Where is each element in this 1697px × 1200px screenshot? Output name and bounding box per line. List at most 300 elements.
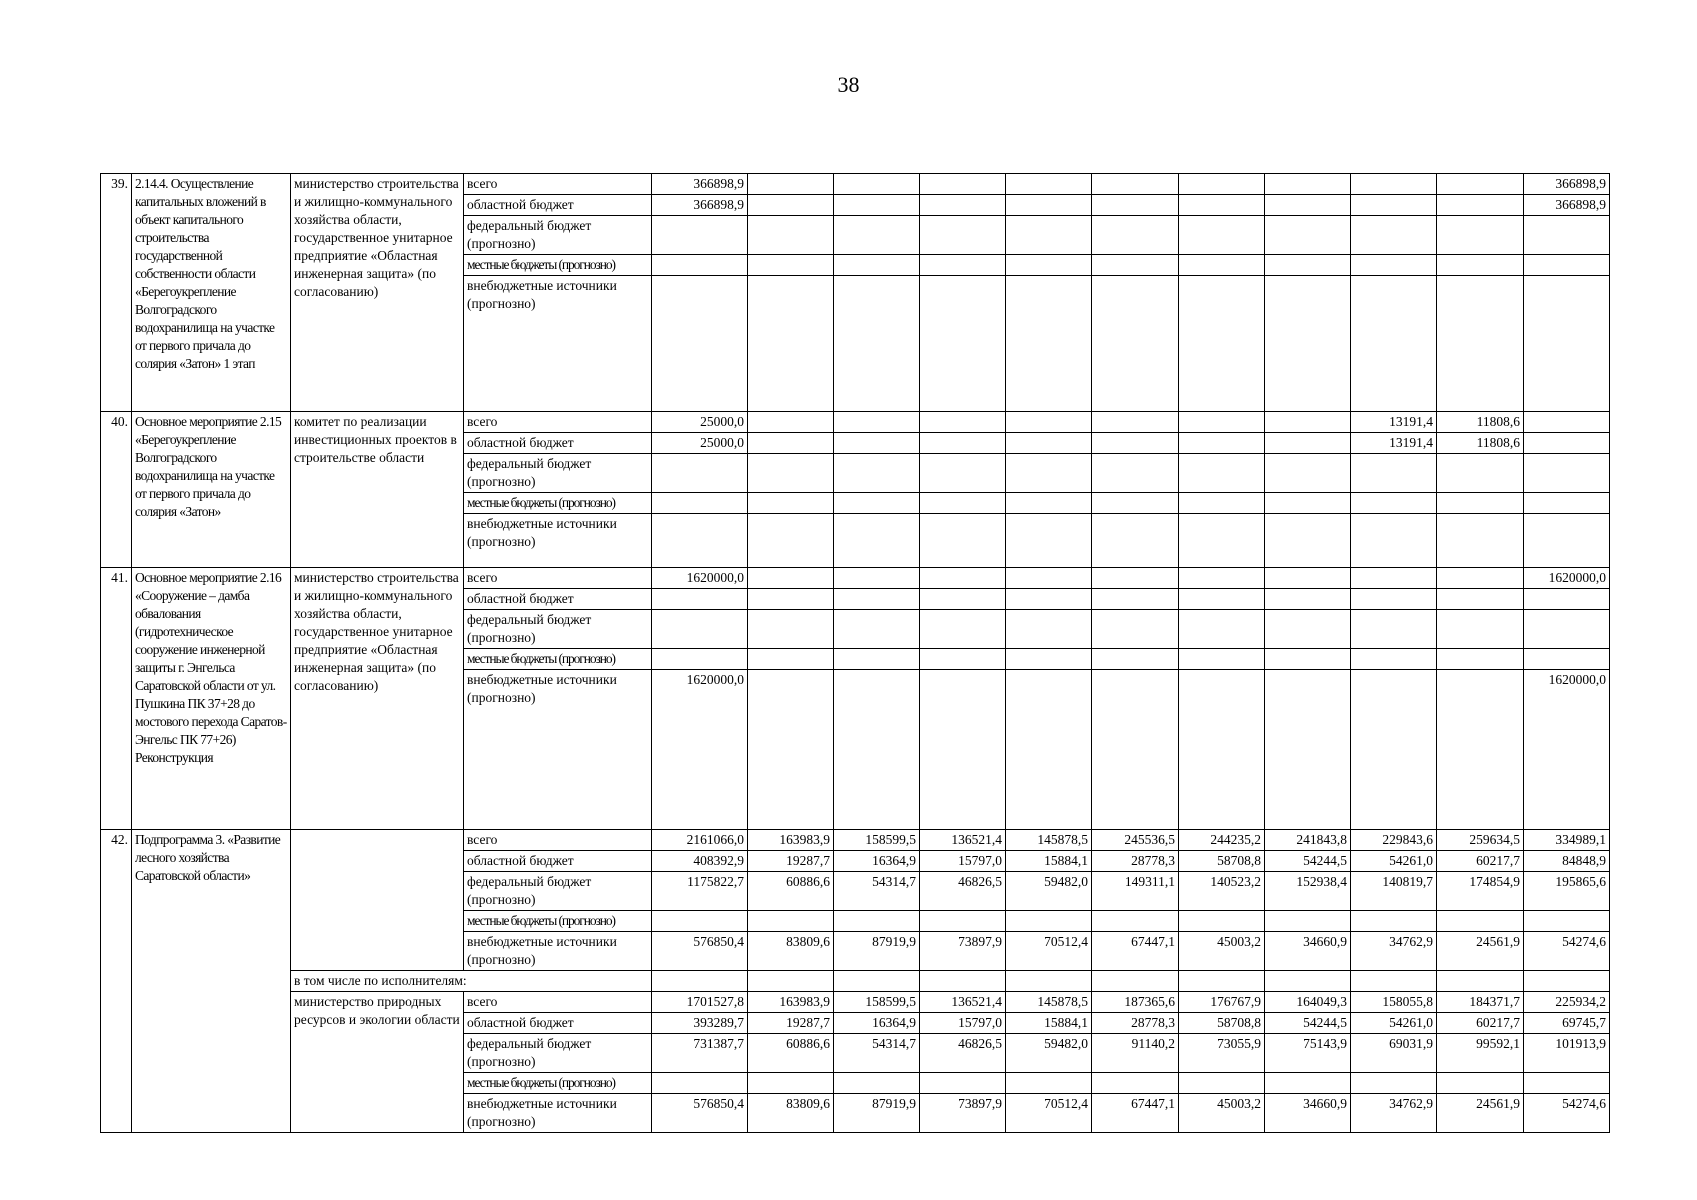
amount-cell: [748, 454, 834, 493]
executor: комитет по реализации инвестиционных проектов в строительстве области: [291, 412, 464, 568]
amount-cell: 34660,9: [1265, 1094, 1351, 1133]
amount-cell: [1524, 589, 1610, 610]
executor: [291, 830, 464, 971]
funding-source-federal: федеральный бюджет (прогнозно): [464, 872, 652, 911]
amount-cell: 184371,7: [1437, 992, 1524, 1013]
amount-cell: [652, 610, 748, 649]
amount-cell: 70512,4: [1006, 932, 1092, 971]
amount-cell: 87919,9: [834, 1094, 920, 1133]
amount-cell: [1351, 493, 1437, 514]
amount-cell: [1351, 610, 1437, 649]
amount-cell: [1006, 433, 1092, 454]
table-row: [101, 830, 1610, 851]
amount-cell: [1092, 276, 1179, 412]
amount-cell: [1524, 276, 1610, 412]
amount-cell: [1179, 589, 1265, 610]
amount-cell: 101913,9: [1524, 1034, 1610, 1073]
amount-cell: 60886,6: [748, 1034, 834, 1073]
table-row: [101, 971, 1610, 992]
amount-cell: [1092, 454, 1179, 493]
amount-cell: 158599,5: [834, 830, 920, 851]
amount-cell: 54244,5: [1265, 1013, 1351, 1034]
funding-source-federal: федеральный бюджет (прогнозно): [464, 1034, 652, 1073]
amount-cell: [1006, 174, 1092, 195]
amount-cell: [1006, 216, 1092, 255]
amount-cell: [920, 433, 1006, 454]
amount-cell: [1524, 493, 1610, 514]
amount-cell: 73897,9: [920, 932, 1006, 971]
amount-cell: [834, 216, 920, 255]
measure-name: Основное мероприятие 2.16 «Сооружение – дамба обвалования (гидротехническое сооружение инженерной защиты г. Энгельса Саратовской области от ул. Пушкина ПК 37+28 до мостового перехода Саратов-Энгельс ПК 77+26) Реконструкция: [132, 568, 291, 830]
empty-cell: [1265, 971, 1351, 992]
amount-cell: 54274,6: [1524, 1094, 1610, 1133]
amount-cell: [1524, 610, 1610, 649]
amount-cell: [834, 670, 920, 830]
funding-source-regional: областной бюджет: [464, 851, 652, 872]
amount-cell: 83809,6: [748, 932, 834, 971]
amount-cell: [1437, 454, 1524, 493]
amount-cell: [1179, 610, 1265, 649]
amount-cell: 136521,4: [920, 830, 1006, 851]
amount-cell: 366898,9: [652, 174, 748, 195]
amount-cell: [920, 195, 1006, 216]
amount-cell: 34762,9: [1351, 932, 1437, 971]
amount-cell: 34762,9: [1351, 1094, 1437, 1133]
amount-cell: 229843,6: [1351, 830, 1437, 851]
amount-cell: [1179, 568, 1265, 589]
measure-name: Основное мероприятие 2.15 «Берегоукрепление Волгоградского водохранилища на участке от первого причала до солярия «Затон»: [132, 412, 291, 568]
amount-cell: 15797,0: [920, 1013, 1006, 1034]
amount-cell: [1437, 255, 1524, 276]
amount-cell: 244235,2: [1179, 830, 1265, 851]
amount-cell: [1351, 670, 1437, 830]
amount-cell: [1524, 216, 1610, 255]
funding-source-extra: внебюджетные источники (прогнозно): [464, 670, 652, 830]
amount-cell: [920, 255, 1006, 276]
amount-cell: 158599,5: [834, 992, 920, 1013]
amount-cell: 25000,0: [652, 433, 748, 454]
amount-cell: [1006, 670, 1092, 830]
amount-cell: 73055,9: [1179, 1034, 1265, 1073]
amount-cell: [1179, 649, 1265, 670]
empty-cell: [748, 971, 834, 992]
amount-cell: [834, 174, 920, 195]
amount-cell: [1006, 454, 1092, 493]
amount-cell: 195865,6: [1524, 872, 1610, 911]
table-row: [101, 174, 1610, 195]
page-number: 38: [837, 72, 860, 97]
amount-cell: 174854,9: [1437, 872, 1524, 911]
amount-cell: [834, 589, 920, 610]
amount-cell: 245536,5: [1092, 830, 1179, 851]
amount-cell: 54314,7: [834, 1034, 920, 1073]
amount-cell: [1265, 610, 1351, 649]
funding-source-extra: внебюджетные источники (прогнозно): [464, 514, 652, 568]
amount-cell: [1351, 216, 1437, 255]
amount-cell: [1437, 670, 1524, 830]
amount-cell: 1620000,0: [1524, 670, 1610, 830]
amount-cell: 24561,9: [1437, 932, 1524, 971]
amount-cell: [1265, 493, 1351, 514]
amount-cell: 13191,4: [1351, 433, 1437, 454]
amount-cell: 140523,2: [1179, 872, 1265, 911]
amount-cell: [1437, 174, 1524, 195]
amount-cell: [748, 255, 834, 276]
amount-cell: [1179, 412, 1265, 433]
amount-cell: [748, 412, 834, 433]
amount-cell: [1265, 670, 1351, 830]
amount-cell: [1092, 412, 1179, 433]
amount-cell: [1351, 276, 1437, 412]
amount-cell: [1265, 1073, 1351, 1094]
amount-cell: 73897,9: [920, 1094, 1006, 1133]
amount-cell: [1092, 568, 1179, 589]
amount-cell: [748, 216, 834, 255]
amount-cell: 225934,2: [1524, 992, 1610, 1013]
amount-cell: 1701527,8: [652, 992, 748, 1013]
amount-cell: 1620000,0: [1524, 568, 1610, 589]
funding-source-extra: внебюджетные источники (прогнозно): [464, 1094, 652, 1133]
amount-cell: [1437, 216, 1524, 255]
amount-cell: [1006, 911, 1092, 932]
amount-cell: [1351, 589, 1437, 610]
row-number: 40.: [101, 412, 132, 568]
amount-cell: 45003,2: [1179, 932, 1265, 971]
amount-cell: 87919,9: [834, 932, 920, 971]
amount-cell: [834, 195, 920, 216]
amount-cell: [1437, 276, 1524, 412]
amount-cell: [1179, 433, 1265, 454]
amount-cell: [748, 1073, 834, 1094]
amount-cell: 136521,4: [920, 992, 1006, 1013]
empty-cell: [920, 971, 1006, 992]
measure-name: Подпрограмма 3. «Развитие лесного хозяйства Саратовской области»: [132, 830, 291, 1133]
amount-cell: 576850,4: [652, 932, 748, 971]
amount-cell: [1179, 454, 1265, 493]
row-number: 39.: [101, 174, 132, 412]
amount-cell: 2161066,0: [652, 830, 748, 851]
amount-cell: 19287,7: [748, 851, 834, 872]
amount-cell: [1437, 568, 1524, 589]
amount-cell: [920, 174, 1006, 195]
amount-cell: 16364,9: [834, 1013, 920, 1034]
table-row: [101, 412, 1610, 433]
amount-cell: [748, 589, 834, 610]
amount-cell: [834, 412, 920, 433]
amount-cell: [1524, 514, 1610, 568]
amount-cell: [1351, 514, 1437, 568]
empty-cell: [1351, 971, 1437, 992]
amount-cell: 176767,9: [1179, 992, 1265, 1013]
amount-cell: 67447,1: [1092, 1094, 1179, 1133]
amount-cell: [920, 589, 1006, 610]
amount-cell: 259634,5: [1437, 830, 1524, 851]
amount-cell: [1437, 649, 1524, 670]
amount-cell: 54244,5: [1265, 851, 1351, 872]
amount-cell: [834, 276, 920, 412]
amount-cell: [748, 649, 834, 670]
amount-cell: 140819,7: [1351, 872, 1437, 911]
amount-cell: 731387,7: [652, 1034, 748, 1073]
amount-cell: 46826,5: [920, 872, 1006, 911]
amount-cell: 67447,1: [1092, 932, 1179, 971]
amount-cell: [1265, 174, 1351, 195]
empty-cell: [652, 971, 748, 992]
amount-cell: 334989,1: [1524, 830, 1610, 851]
table-body: [101, 174, 1610, 1133]
amount-cell: [1265, 514, 1351, 568]
amount-cell: 1620000,0: [652, 670, 748, 830]
amount-cell: [1006, 255, 1092, 276]
amount-cell: [920, 911, 1006, 932]
amount-cell: [1006, 1073, 1092, 1094]
funding-source-federal: федеральный бюджет (прогнозно): [464, 216, 652, 255]
amount-cell: 54261,0: [1351, 1013, 1437, 1034]
amount-cell: [652, 514, 748, 568]
funding-source-total: всего: [464, 992, 652, 1013]
amount-cell: [1265, 568, 1351, 589]
amount-cell: [1092, 174, 1179, 195]
amount-cell: [748, 493, 834, 514]
amount-cell: 69745,7: [1524, 1013, 1610, 1034]
amount-cell: 16364,9: [834, 851, 920, 872]
amount-cell: [1006, 276, 1092, 412]
amount-cell: [1265, 276, 1351, 412]
amount-cell: [1179, 670, 1265, 830]
amount-cell: [1351, 911, 1437, 932]
amount-cell: 1175822,7: [652, 872, 748, 911]
empty-cell: [1437, 971, 1524, 992]
amount-cell: 15884,1: [1006, 851, 1092, 872]
amount-cell: 45003,2: [1179, 1094, 1265, 1133]
amount-cell: 158055,8: [1351, 992, 1437, 1013]
amount-cell: [1006, 493, 1092, 514]
amount-cell: [652, 255, 748, 276]
funding-source-federal: федеральный бюджет (прогнозно): [464, 610, 652, 649]
amount-cell: [1351, 1073, 1437, 1094]
amount-cell: [1265, 454, 1351, 493]
amount-cell: 28778,3: [1092, 851, 1179, 872]
amount-cell: [920, 670, 1006, 830]
amount-cell: 58708,8: [1179, 851, 1265, 872]
amount-cell: 70512,4: [1006, 1094, 1092, 1133]
amount-cell: 59482,0: [1006, 1034, 1092, 1073]
amount-cell: [834, 911, 920, 932]
amount-cell: 60217,7: [1437, 851, 1524, 872]
amount-cell: [920, 493, 1006, 514]
amount-cell: 366898,9: [652, 195, 748, 216]
amount-cell: [1524, 255, 1610, 276]
measure-name: 2.14.4. Осуществление капитальных вложений в объект капитального строительства государственной собственности области «Берегоукрепление Волгоградского водохранилища на участке от первого причала до солярия «Затон» 1 этап: [132, 174, 291, 412]
funding-source-local: местные бюджеты (прогнозно): [464, 911, 652, 932]
amount-cell: [748, 610, 834, 649]
amount-cell: [1006, 610, 1092, 649]
amount-cell: 576850,4: [652, 1094, 748, 1133]
amount-cell: [1092, 610, 1179, 649]
amount-cell: 149311,1: [1092, 872, 1179, 911]
amount-cell: 11808,6: [1437, 433, 1524, 454]
amount-cell: 60886,6: [748, 872, 834, 911]
budget-table: [100, 173, 1610, 1133]
amount-cell: [1265, 589, 1351, 610]
amount-cell: 164049,3: [1265, 992, 1351, 1013]
amount-cell: 24561,9: [1437, 1094, 1524, 1133]
amount-cell: [1092, 433, 1179, 454]
amount-cell: 15884,1: [1006, 1013, 1092, 1034]
amount-cell: [1265, 649, 1351, 670]
amount-cell: [1265, 195, 1351, 216]
amount-cell: [1179, 493, 1265, 514]
amount-cell: [834, 649, 920, 670]
amount-cell: [652, 276, 748, 412]
amount-cell: [748, 195, 834, 216]
row-number: 41.: [101, 568, 132, 830]
amount-cell: 152938,4: [1265, 872, 1351, 911]
funding-source-total: всего: [464, 830, 652, 851]
executor: министерство строительства и жилищно-коммунального хозяйства области, государственное унитарное предприятие «Областная инженерная защита» (по согласованию): [291, 174, 464, 412]
amount-cell: [1437, 195, 1524, 216]
amount-cell: [834, 568, 920, 589]
amount-cell: 393289,7: [652, 1013, 748, 1034]
empty-cell: [1179, 971, 1265, 992]
amount-cell: [1179, 1073, 1265, 1094]
amount-cell: [920, 514, 1006, 568]
amount-cell: [1092, 649, 1179, 670]
amount-cell: [920, 649, 1006, 670]
funding-source-regional: областной бюджет: [464, 589, 652, 610]
amount-cell: [1437, 589, 1524, 610]
amount-cell: 15797,0: [920, 851, 1006, 872]
amount-cell: [920, 216, 1006, 255]
funding-source-regional: областной бюджет: [464, 195, 652, 216]
amount-cell: [652, 216, 748, 255]
amount-cell: [1265, 216, 1351, 255]
amount-cell: [652, 649, 748, 670]
empty-cell: [834, 971, 920, 992]
amount-cell: [1524, 454, 1610, 493]
funding-source-regional: областной бюджет: [464, 1013, 652, 1034]
amount-cell: [652, 589, 748, 610]
amount-cell: [1437, 514, 1524, 568]
amount-cell: [1179, 216, 1265, 255]
amount-cell: [1265, 911, 1351, 932]
amount-cell: [1351, 454, 1437, 493]
amount-cell: [1092, 195, 1179, 216]
amount-cell: [834, 255, 920, 276]
amount-cell: 25000,0: [652, 412, 748, 433]
amount-cell: [1524, 433, 1610, 454]
amount-cell: 54314,7: [834, 872, 920, 911]
amount-cell: [1006, 649, 1092, 670]
amount-cell: 75143,9: [1265, 1034, 1351, 1073]
amount-cell: 11808,6: [1437, 412, 1524, 433]
funding-source-federal: федеральный бюджет (прогнозно): [464, 454, 652, 493]
amount-cell: [1524, 649, 1610, 670]
amount-cell: 59482,0: [1006, 872, 1092, 911]
amount-cell: [1524, 412, 1610, 433]
amount-cell: [834, 610, 920, 649]
amount-cell: [1092, 255, 1179, 276]
amount-cell: [834, 514, 920, 568]
amount-cell: [920, 1073, 1006, 1094]
amount-cell: [1006, 195, 1092, 216]
funding-source-total: всего: [464, 174, 652, 195]
amount-cell: 366898,9: [1524, 174, 1610, 195]
amount-cell: [1092, 589, 1179, 610]
amount-cell: [1006, 514, 1092, 568]
amount-cell: [1006, 568, 1092, 589]
amount-cell: [748, 514, 834, 568]
amount-cell: [920, 610, 1006, 649]
amount-cell: [1265, 412, 1351, 433]
amount-cell: 58708,8: [1179, 1013, 1265, 1034]
funding-source-total: всего: [464, 412, 652, 433]
amount-cell: [920, 454, 1006, 493]
funding-source-local: местные бюджеты (прогнозно): [464, 1073, 652, 1094]
amount-cell: [748, 670, 834, 830]
amount-cell: [748, 174, 834, 195]
amount-cell: 46826,5: [920, 1034, 1006, 1073]
amount-cell: [1006, 589, 1092, 610]
amount-cell: [748, 433, 834, 454]
amount-cell: 145878,5: [1006, 992, 1092, 1013]
amount-cell: 60217,7: [1437, 1013, 1524, 1034]
funding-source-regional: областной бюджет: [464, 433, 652, 454]
table-row: [101, 568, 1610, 589]
amount-cell: [1179, 255, 1265, 276]
amount-cell: [748, 276, 834, 412]
amount-cell: 241843,8: [1265, 830, 1351, 851]
amount-cell: 13191,4: [1351, 412, 1437, 433]
amount-cell: 19287,7: [748, 1013, 834, 1034]
amount-cell: 408392,9: [652, 851, 748, 872]
amount-cell: [652, 911, 748, 932]
amount-cell: [834, 493, 920, 514]
amount-cell: [1351, 174, 1437, 195]
amount-cell: [1524, 1073, 1610, 1094]
amount-cell: [748, 911, 834, 932]
amount-cell: [1437, 610, 1524, 649]
funding-source-local: местные бюджеты (прогнозно): [464, 493, 652, 514]
amount-cell: [834, 433, 920, 454]
funding-source-extra: внебюджетные источники (прогнозно): [464, 932, 652, 971]
amount-cell: [1351, 649, 1437, 670]
amount-cell: [920, 276, 1006, 412]
amount-cell: [834, 1073, 920, 1094]
amount-cell: [1265, 255, 1351, 276]
amount-cell: [652, 454, 748, 493]
amount-cell: [1437, 1073, 1524, 1094]
amount-cell: [920, 412, 1006, 433]
amount-cell: [1351, 195, 1437, 216]
amount-cell: 366898,9: [1524, 195, 1610, 216]
amount-cell: 163983,9: [748, 830, 834, 851]
amount-cell: 54261,0: [1351, 851, 1437, 872]
executor: министерство строительства и жилищно-коммунального хозяйства области, государственное унитарное предприятие «Областная инженерная защита» (по согласованию): [291, 568, 464, 830]
amount-cell: 28778,3: [1092, 1013, 1179, 1034]
amount-cell: 99592,1: [1437, 1034, 1524, 1073]
amount-cell: 84848,9: [1524, 851, 1610, 872]
amount-cell: [1179, 911, 1265, 932]
table-row: [101, 992, 1610, 1013]
amount-cell: 54274,6: [1524, 932, 1610, 971]
funding-source-total: всего: [464, 568, 652, 589]
amount-cell: [1179, 195, 1265, 216]
sub-executor: министерство природных ресурсов и экологии области: [291, 992, 464, 1133]
amount-cell: [652, 493, 748, 514]
amount-cell: 69031,9: [1351, 1034, 1437, 1073]
amount-cell: [1351, 255, 1437, 276]
